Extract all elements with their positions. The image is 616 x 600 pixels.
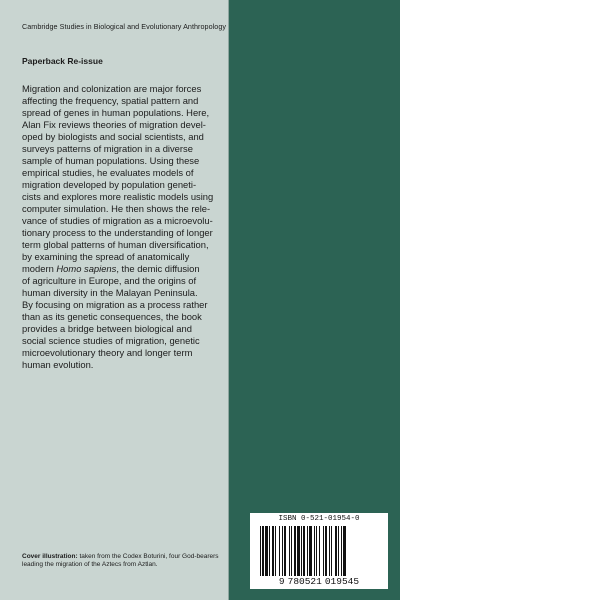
logo-text: SBEA (497, 19, 539, 35)
publisher-logo (485, 487, 613, 512)
blurb-line: migration developed by population geneti- (22, 179, 197, 190)
blurb-line: human diversity in the Malayan Peninsula. (22, 287, 198, 298)
sbea-logo-icon (476, 16, 494, 38)
blurb-line: tionary process to the understanding of longer (22, 227, 213, 238)
blurb-panel (0, 0, 229, 600)
blurb-line: Migration and colonization are major forces (22, 83, 202, 94)
blurb-line: cists and explores more realistic models using (22, 191, 214, 202)
author-bio-line: population genetics and demography of (476, 112, 597, 120)
blurb-line: oped by biologists and social scientists, and (22, 131, 204, 142)
blurb-line: vance of studies of migration as a microevolu- (22, 215, 213, 226)
barcode-group2: 019545 (324, 576, 360, 587)
barcode-first-digit: 9 (278, 576, 285, 587)
author-bio-line: at the University of California, Riverside. (476, 92, 599, 100)
author-bio (476, 81, 616, 153)
barcode-block (250, 513, 388, 589)
blurb-line: surveys patterns of migration in a diverse (22, 143, 193, 154)
barcode-bars (258, 526, 380, 576)
cover-illustration-line2: leading the migration of the Aztecs from Aztlan. (22, 561, 158, 569)
blurb-line: provides a bridge between biological and (22, 323, 192, 334)
author-bio-line: with the Semai Senoi of Malaysia. (476, 143, 580, 151)
blurb-line: sample of human populations. Using these (22, 155, 200, 166)
author-bio-line: which is based on extensive fieldwork (476, 133, 591, 141)
publisher-subtitle: UNIVERSITY PRESS (505, 502, 593, 511)
isbn-label: ISBN 0-521-01954-0 (278, 515, 360, 523)
author-name: Alan G. Fix (476, 82, 512, 89)
blurb-line: affecting the frequency, spatial pattern and (22, 95, 199, 106)
blurb-line: Alan Fix reviews theories of migration devel- (22, 119, 206, 130)
author-bio-line: His primary research interest involves the (476, 102, 603, 110)
cover-illustration-line1: taken from the Codex Boturini, four God-bearers (79, 553, 219, 560)
barcode-group1: 780521 (287, 576, 322, 587)
author-panel (229, 0, 603, 600)
cover-illustration-label: Cover illustration: (22, 553, 78, 560)
author-bio-line: is Professor of Anthropology (513, 82, 601, 89)
blurb-line: spread of genes in human populations. Here, (22, 107, 210, 118)
blurb-line: By focusing on migration as a process rather (22, 299, 208, 310)
blurb-line: social science studies of migration, genetic (22, 335, 200, 346)
reissue-label: Paperback Re-issue (22, 56, 103, 66)
cover-illustration-credit (22, 553, 222, 570)
blurb-line-italic: modern Homo sapiens, the demic diffusion (22, 263, 200, 274)
blurb-line: by examining the spread of anatomically (22, 251, 190, 262)
blurb-line: empirical studies, he evaluates models of (22, 167, 194, 178)
barcode-digits (250, 576, 388, 587)
blurb-line: computer simulation. He then shows the rele- (22, 203, 211, 214)
blurb-text (22, 83, 224, 371)
publisher-name: CAMBRIDGE (497, 486, 601, 502)
author-bio-line: small-scale human populations, work (476, 123, 589, 131)
blurb-line: than as its genetic consequences, the book (22, 311, 202, 322)
blurb-line: human evolution. (22, 359, 94, 370)
series-title: Cambridge Studies in Biological and Evolutionary Anthropology (22, 22, 227, 31)
sbea-logo (476, 16, 538, 38)
blurb-line: term global patterns of human diversification, (22, 239, 209, 250)
blurb-line: of agriculture in Europe, and the origins of (22, 275, 197, 286)
blurb-line: microevolutionary theory and longer term (22, 347, 193, 358)
